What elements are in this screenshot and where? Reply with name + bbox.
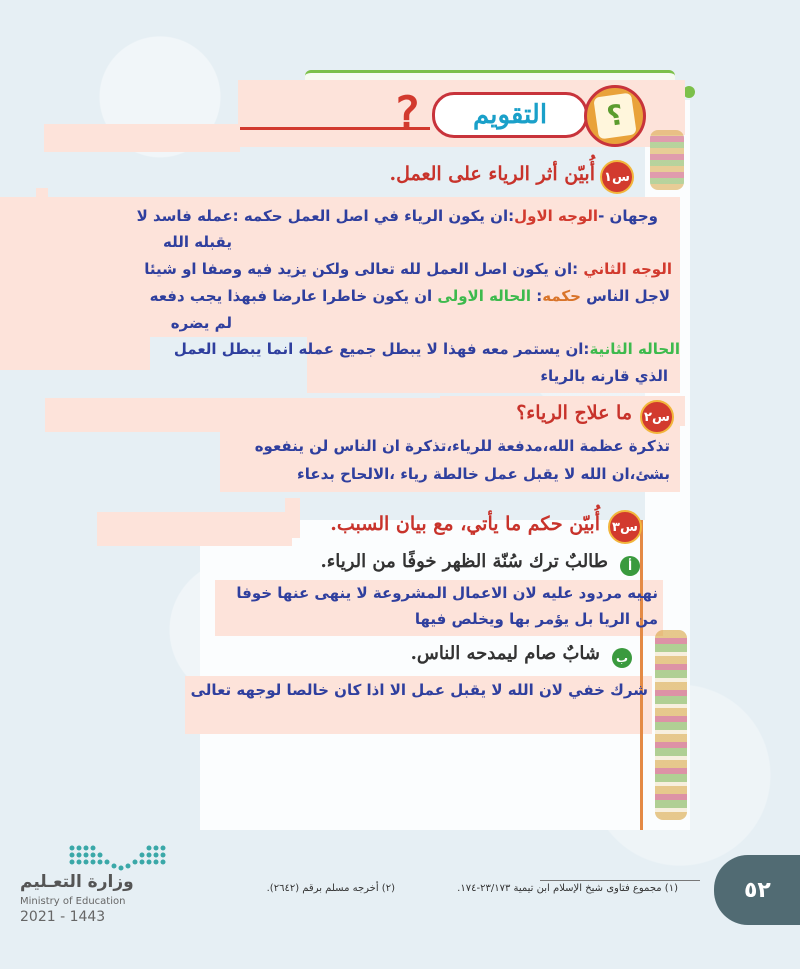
answer-2-line-1: تذكرة عظمة الله،مدفعة للرياء،تذكرة ان الناس لن ينفعوه — [254, 437, 670, 455]
question-3-badge: س٣ — [608, 510, 642, 544]
answer-1-line-3: الوجه الثاني :ان يكون اصل العمل لله تعالى ولكن يزيد فيه وصفا او شيئا — [144, 260, 672, 278]
footnote-rule — [540, 880, 700, 881]
item-a-marker: أ — [620, 556, 640, 576]
annotation-block — [44, 124, 240, 152]
evaluation-icon — [584, 85, 646, 147]
ministry-name-english: Ministry of Education — [20, 896, 126, 907]
evaluation-icon-glyph: ؟ — [593, 93, 636, 140]
question-3-text: أُبيّن حكم ما يأتي، مع بيان السبب. — [330, 513, 600, 535]
answer-1-line-1: وجهان -الوجه الاول:ان يكون الرياء في اصل العمل حكمه :عمله فاسد لا — [136, 207, 658, 225]
question-1-badge: س١ — [600, 160, 634, 194]
annotation-block — [97, 512, 292, 546]
item-a-text: طالبٌ ترك سُنّة الظهر خوفًا من الرياء. — [320, 551, 608, 572]
answer-1-line-4: لاجل الناس حكمه: الحاله الاولى ان يكون خاطرا عارضا فبهذا يجب دفعه — [149, 287, 670, 305]
question-1-text: أُبيّن أثر الرياء على العمل. — [389, 163, 595, 185]
answer-3a-line-1: نهيه مردود عليه لان الاعمال المشروعة لا ينهى عنها خوفا — [236, 584, 658, 602]
item-b-text: شابٌ صام ليمدحه الناس. — [410, 643, 600, 664]
ministry-logo-icon — [68, 842, 168, 874]
answer-1-line-7: الذي قارنه بالرياء — [540, 367, 668, 385]
answer-1-line-5: لم يضره — [170, 314, 232, 332]
ministry-name-arabic: وزارة التعـليم — [20, 872, 134, 892]
page-number: ٥٢ — [714, 855, 800, 925]
question-mark-icon: ؟ — [396, 88, 420, 139]
answer-1-line-6: الحاله الثانية:ان يستمر معه فهذا لا يبطل جميع عمله انما يبطل العمل — [173, 340, 680, 358]
question-2-badge: س٢ — [640, 400, 674, 434]
answer-1-line-2: يقبله الله — [163, 233, 232, 251]
section-title: التقويم — [472, 100, 548, 130]
footnote-2: (٢) أخرجه مسلم برقم (٢٦٤٢). — [266, 883, 395, 894]
floral-ornament — [655, 630, 687, 820]
annotation-block — [0, 330, 150, 370]
answer-3b-line-1: شرك خفي لان الله لا يقبل عمل الا اذا كان خالصا لوجهه تعالى — [190, 681, 648, 699]
section-title-pill — [432, 92, 588, 138]
floral-ornament — [650, 130, 684, 190]
item-b-marker: ب — [612, 648, 632, 668]
answer-3a-line-2: من الريا بل يؤمر بها ويخلص فيها — [414, 610, 658, 628]
edition-year: 2021 - 1443 — [20, 909, 106, 925]
annotation-block — [230, 135, 650, 147]
frame-line — [640, 520, 643, 830]
answer-2-line-2: بشئ،ان الله لا يقبل عمل خالطة رياء ،الالحاح بدعاء — [297, 465, 670, 483]
footnote-1: (١) مجموع فتاوى شيخ الإسلام ابن تيمية ٢٣/١٧٣-١٧٤. — [457, 883, 678, 894]
annotation-block — [36, 188, 48, 200]
question-2-text: ما علاج الرياء؟ — [516, 402, 632, 424]
